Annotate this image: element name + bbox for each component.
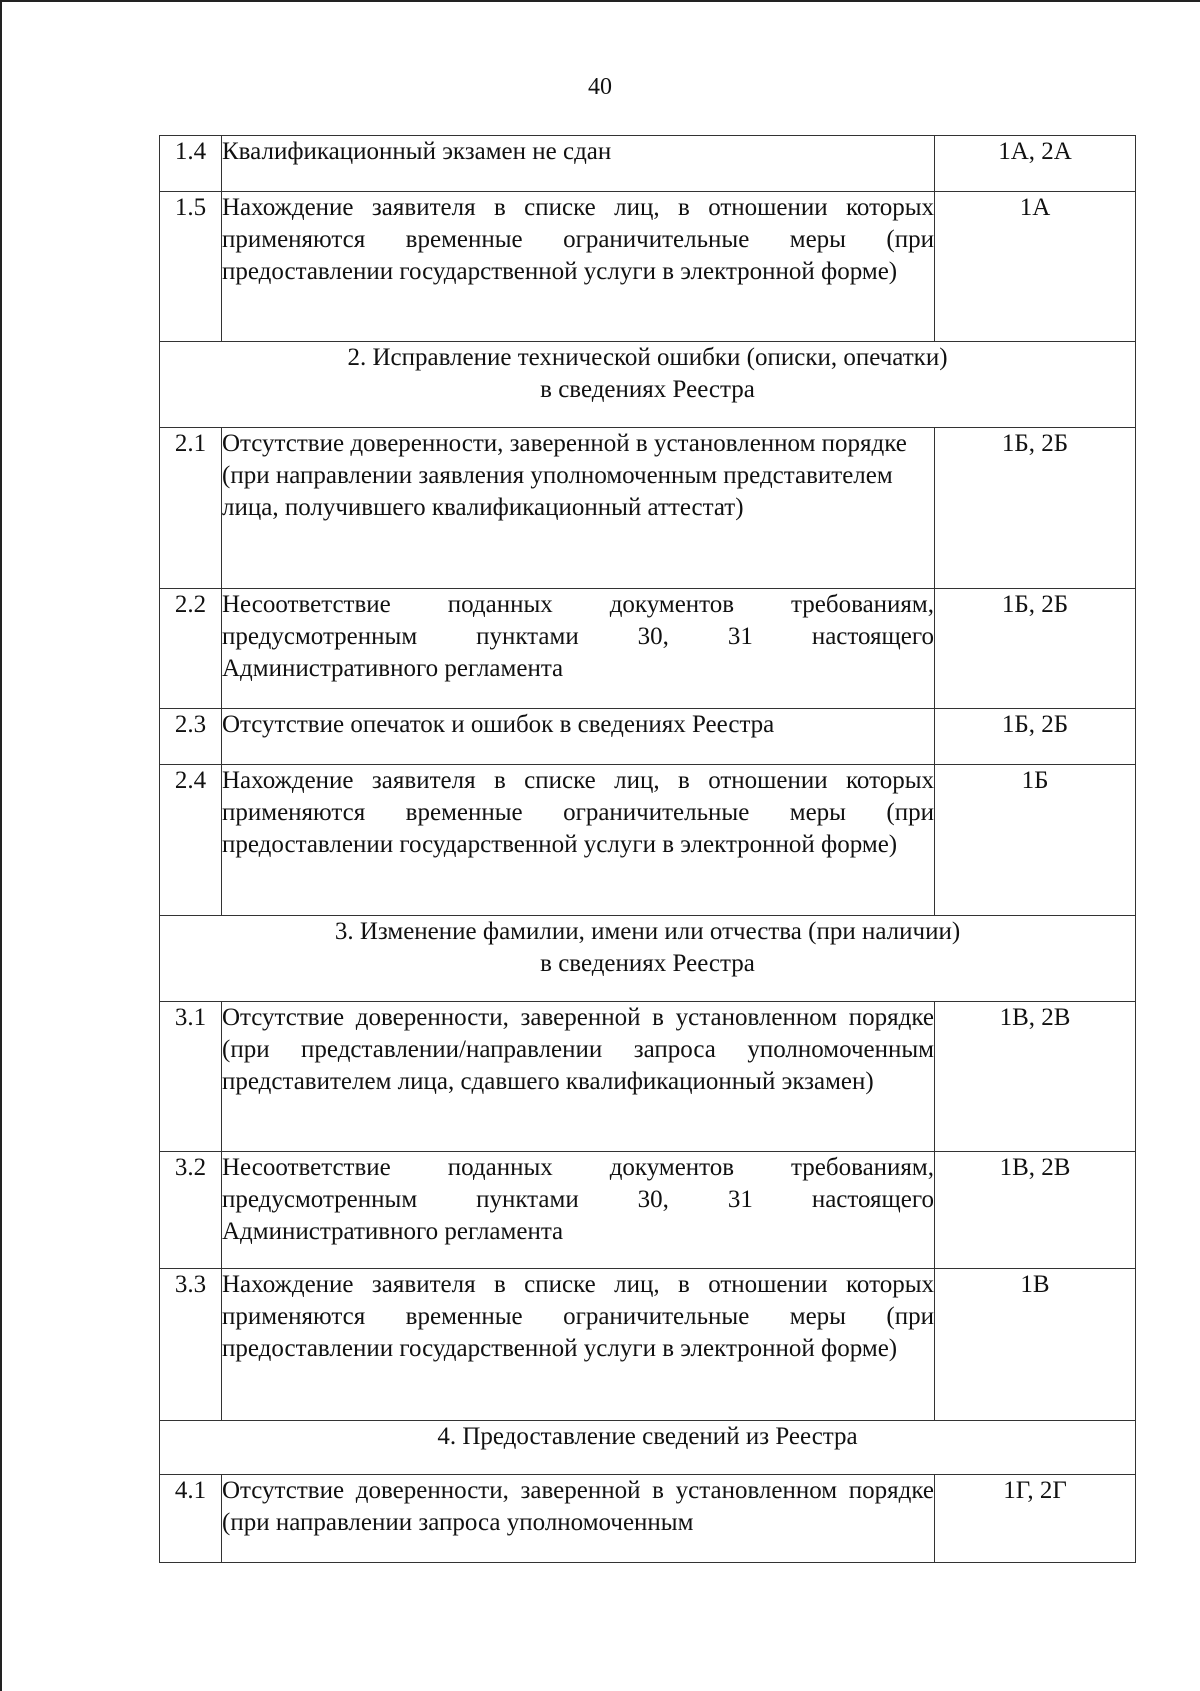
page-number: 40: [588, 74, 612, 100]
item-number: 2.3: [160, 709, 222, 765]
section-row: [160, 342, 1136, 428]
table-row: [160, 136, 1136, 192]
table-row: [160, 428, 1136, 589]
item-number: 2.2: [160, 589, 222, 709]
section-title: 2. Исправление технической ошибки (описки, опечатки): [347, 344, 948, 371]
grounds-table: [159, 135, 1136, 1563]
table-row: [160, 1152, 1136, 1269]
table-row: [160, 765, 1136, 916]
item-number: 1.5: [160, 192, 222, 342]
item-text: Несоответствие поданных документов требованиям, предусмотренным пунктами 30, 31 настоящего Административного регламента: [222, 589, 935, 709]
table-row: [160, 1002, 1136, 1152]
table-row: [160, 192, 1136, 342]
item-text: Отсутствие доверенности, заверенной в установленном порядке (при направлении заявления уполномоченным представителем лица, получившего квалификационный аттестат): [222, 428, 935, 589]
item-code: 1В: [935, 1269, 1136, 1421]
item-code: 1Б: [935, 765, 1136, 916]
item-code: 1А, 2А: [935, 136, 1136, 192]
item-text: Нахождение заявителя в списке лиц, в отношении которых применяются временные ограничительные меры (при предоставлении государственной услуги в электронной форме): [222, 1269, 935, 1421]
item-code: 1В, 2В: [935, 1002, 1136, 1152]
item-text: Несоответствие поданных документов требованиям, предусмотренным пунктами 30, 31 настоящего Административного регламента: [222, 1152, 935, 1269]
item-text: Отсутствие доверенности, заверенной в установленном порядке (при направлении запроса уполномоченным: [222, 1475, 935, 1563]
section-heading: [160, 916, 1136, 1002]
item-number: 3.3: [160, 1269, 222, 1421]
item-number: 3.1: [160, 1002, 222, 1152]
item-text: Нахождение заявителя в списке лиц, в отношении которых применяются временные ограничительные меры (при предоставлении государственной услуги в электронной форме): [222, 192, 935, 342]
section-heading: [160, 1421, 1136, 1475]
section-row: [160, 916, 1136, 1002]
section-subtitle: в сведениях Реестра: [540, 376, 755, 403]
item-text: Отсутствие опечаток и ошибок в сведениях Реестра: [222, 709, 935, 765]
table-row: [160, 1475, 1136, 1563]
item-code: 1Б, 2Б: [935, 709, 1136, 765]
section-row: [160, 1421, 1136, 1475]
item-code: 1А: [935, 192, 1136, 342]
item-code: 1Г, 2Г: [935, 1475, 1136, 1563]
item-number: 4.1: [160, 1475, 222, 1563]
item-text: Отсутствие доверенности, заверенной в установленном порядке (при представлении/направлении запроса уполномоченным представителем лица, сдавшего квалификационный экзамен): [222, 1002, 935, 1152]
item-text: Нахождение заявителя в списке лиц, в отношении которых применяются временные ограничительные меры (при предоставлении государственной услуги в электронной форме): [222, 765, 935, 916]
section-title: 4. Предоставление сведений из Реестра: [437, 1423, 858, 1450]
item-code: 1Б, 2Б: [935, 428, 1136, 589]
item-number: 3.2: [160, 1152, 222, 1269]
table-row: [160, 1269, 1136, 1421]
section-subtitle: в сведениях Реестра: [540, 950, 755, 977]
item-code: 1В, 2В: [935, 1152, 1136, 1269]
table-row: [160, 709, 1136, 765]
item-code: 1Б, 2Б: [935, 589, 1136, 709]
item-number: 2.4: [160, 765, 222, 916]
item-number: 1.4: [160, 136, 222, 192]
section-heading: [160, 342, 1136, 428]
item-text: Квалификационный экзамен не сдан: [222, 136, 935, 192]
section-title: 3. Изменение фамилии, имени или отчества (при наличии): [334, 918, 961, 945]
table-row: [160, 589, 1136, 709]
item-number: 2.1: [160, 428, 222, 589]
